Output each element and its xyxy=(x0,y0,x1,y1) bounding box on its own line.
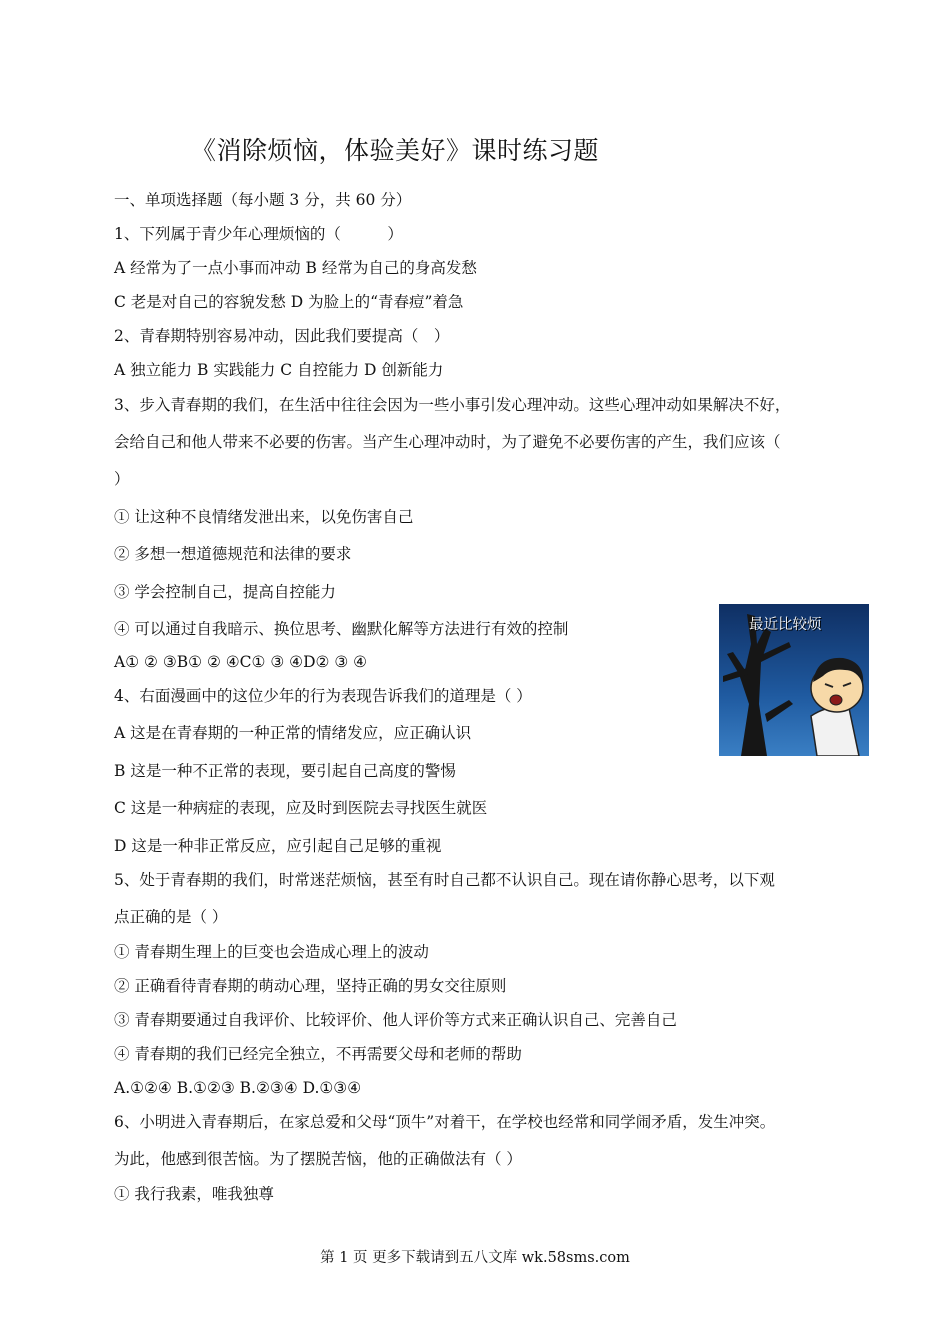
section-heading: 一、单项选择题（每小题 3 分，共 60 分） xyxy=(114,191,412,209)
page-footer: 第 1 页 更多下载请到五八文库 wk.58sms.com xyxy=(320,1250,630,1266)
q3-statement-2: ② 多想一想道德规范和法律的要求 xyxy=(114,545,352,563)
page-title: 《消除烦恼，体验美好》课时练习题 xyxy=(190,136,599,165)
question-6-line-2: 为此，他感到很苦恼。为了摆脱苦恼，他的正确做法有（ ） xyxy=(114,1150,522,1168)
q3-options: A① ② ③B① ② ④C① ③ ④D② ③ ④ xyxy=(114,653,368,671)
question-3-line-2: 会给自己和他人带来不必要的伤害。当产生心理冲动时，为了避免不必要伤害的产生，我们应该（ xyxy=(114,433,781,451)
question-3-line-1: 3、步入青春期的我们，在生活中往往会因为一些小事引发心理冲动。这些心理冲动如果解决不好， xyxy=(114,396,791,414)
q6-statement-1: ① 我行我素，唯我独尊 xyxy=(114,1185,274,1203)
q1-options-ab: A 经常为了一点小事而冲动 B 经常为自己的身高发愁 xyxy=(114,259,477,277)
q3-statement-1: ① 让这种不良情绪发泄出来，以免伤害自己 xyxy=(114,508,414,526)
q4-option-a: A 这是在青春期的一种正常的情绪发应，应正确认识 xyxy=(114,724,472,742)
cartoon-caption: 最近比较烦 xyxy=(749,617,822,633)
q4-option-b: B 这是一种不正常的表现，要引起自己高度的警惕 xyxy=(114,762,456,780)
q1-options-cd: C 老是对自己的容貌发愁 D 为脸上的“青春痘”着急 xyxy=(114,293,464,311)
q2-options: A 独立能力 B 实践能力 C 自控能力 D 创新能力 xyxy=(114,361,444,379)
q5-statement-2: ② 正确看待青春期的萌动心理，坚持正确的男女交往原则 xyxy=(114,977,507,995)
q3-statement-4: ④ 可以通过自我暗示、换位思考、幽默化解等方法进行有效的控制 xyxy=(114,620,569,638)
question-1: 1、下列属于青少年心理烦恼的（ ） xyxy=(114,225,403,243)
question-5-line-1: 5、处于青春期的我们，时常迷茫烦恼，甚至有时自己都不认识自己。现在请你静心思考，以下观 xyxy=(114,871,775,889)
q3-statement-3: ③ 学会控制自己，提高自控能力 xyxy=(114,583,336,601)
q5-statement-3: ③ 青春期要通过自我评价、比较评价、他人评价等方式来正确认识自己、完善自己 xyxy=(114,1011,677,1029)
question-5-line-2: 点正确的是（ ） xyxy=(114,908,228,926)
question-3-line-3: ） xyxy=(114,470,130,488)
q4-option-c: C 这是一种病症的表现，应及时到医院去寻找医生就医 xyxy=(114,799,488,817)
q5-options: A.①②④ B.①②③ B.②③④ D.①③④ xyxy=(114,1079,362,1097)
cartoon-image xyxy=(719,604,869,756)
q5-statement-1: ① 青春期生理上的巨变也会造成心理上的波动 xyxy=(114,943,429,961)
question-2: 2、青春期特别容易冲动，因此我们要提高（ ） xyxy=(114,327,450,345)
question-4: 4、右面漫画中的这位少年的行为表现告诉我们的道理是（ ） xyxy=(114,687,532,705)
question-6-line-1: 6、小明进入青春期后，在家总爱和父母“顶牛”对着干，在学校也经常和同学闹矛盾，发生冲突。 xyxy=(114,1113,776,1131)
q5-statement-4: ④ 青春期的我们已经完全独立，不再需要父母和老师的帮助 xyxy=(114,1045,522,1063)
q4-option-d: D 这是一种非正常反应，应引起自己足够的重视 xyxy=(114,837,442,855)
